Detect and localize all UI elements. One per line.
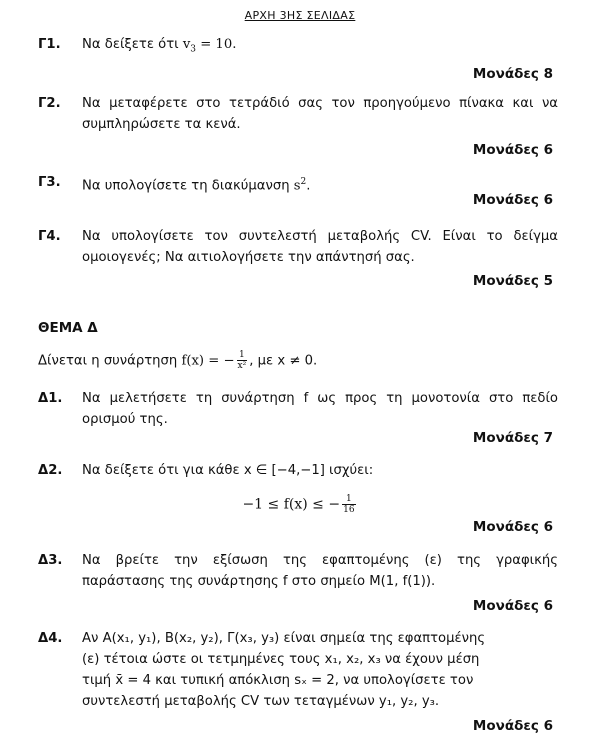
question-text: Να υπολογίσετε τη διακύμανση [82, 178, 294, 194]
intro-text: Δίνεται η συνάρτηση [38, 353, 182, 369]
math-superscript: 2 [300, 177, 307, 187]
formula-left: −1 ≤ f(x) ≤ − [242, 496, 341, 513]
page-header: ΑΡΧΗ 3ΗΣ ΣΕΛΙΔΑΣ [244, 9, 356, 22]
marks-d2: Μονάδες 6 [472, 519, 553, 535]
fraction-numerator: 1 [237, 350, 248, 361]
question-text-line: Αν A(x₁, y₁), B(x₂, y₂), Γ(x₃, y₃) είναι σημεία της εφαπτομένης [82, 631, 486, 646]
question-text: Να υπολογίσετε τον συντελεστή μεταβολής CV. Είναι το δείγμα ομοιογενές; Να αιτιολογήσετε την απάντησή σας. [82, 229, 558, 265]
marks-g4: Μονάδες 5 [472, 273, 553, 289]
question-d1 [38, 388, 558, 430]
intro-fraction [237, 350, 248, 371]
formula-fraction [342, 494, 355, 515]
question-number: Δ4. [38, 631, 63, 646]
marks-g3: Μονάδες 6 [472, 192, 553, 208]
intro-suffix: , με x ≠ 0. [249, 353, 318, 369]
question-number: Δ3. [38, 553, 63, 568]
marks-g1: Μονάδες 8 [472, 66, 553, 82]
math-subscript: 3 [190, 44, 196, 55]
marks-g2: Μονάδες 6 [472, 142, 553, 158]
question-text: Να βρείτε την εξίσωση της εφαπτομένης (ε) της γραφικής παράστασης της συνάρτησης f στο σημείο M(1, f(1)). [82, 553, 558, 589]
math-end: . [306, 178, 311, 194]
intro-function: f(x) = − [181, 353, 235, 369]
question-g1 [38, 34, 558, 61]
question-text: Να μεταφέρετε στο τετράδιό σας τον προηγούμενο πίνακα και να συμπληρώσετε τα κενά. [82, 96, 558, 132]
math-variable: v [182, 37, 191, 52]
question-number: Γ1. [38, 37, 61, 52]
question-g4 [38, 226, 558, 268]
question-number: Δ1. [38, 391, 63, 406]
marks-d4: Μονάδες 6 [472, 718, 553, 734]
question-text-line: τιμή x̄ = 4 και τυπική απόκλιση sₓ = 2, να υπολογίσετε τον [82, 673, 474, 688]
question-text-line: (ε) τέτοια ώστε οι τετμημένες τους x₁, x₂, x₃ να έχουν μέση [82, 652, 480, 667]
question-text: Να μελετήσετε τη συνάρτηση f ως προς τη μονοτονία στο πεδίο ορισμού της. [82, 391, 558, 427]
marks-d1: Μονάδες 7 [472, 430, 553, 446]
question-number: Δ2. [38, 463, 63, 478]
math-equation: = 10. [196, 37, 237, 52]
question-text: Να δείξετε ότι για κάθε x ∈ [−4,−1] ισχύει: [82, 463, 374, 478]
fraction-denominator: x² [237, 361, 247, 371]
question-number: Γ3. [38, 175, 61, 190]
question-d2 [38, 460, 558, 481]
question-text-line: συντελεστή μεταβολής CV των τεταγμένων y₁, y₂, y₃. [82, 694, 440, 709]
section-title: ΘΕΜΑ Δ [38, 320, 98, 336]
math-variable: s [293, 178, 301, 194]
fraction-denominator: 16 [343, 505, 355, 515]
inequality-formula [0, 494, 600, 515]
question-text: Να δείξετε ότι [82, 37, 183, 52]
marks-d3: Μονάδες 6 [472, 598, 553, 614]
question-number: Γ4. [38, 229, 61, 244]
section-intro [38, 350, 558, 371]
question-g2 [38, 93, 558, 135]
fraction-numerator: 1 [342, 494, 355, 505]
question-number: Γ2. [38, 96, 61, 111]
question-d3 [38, 550, 558, 592]
question-d4 [38, 628, 558, 712]
